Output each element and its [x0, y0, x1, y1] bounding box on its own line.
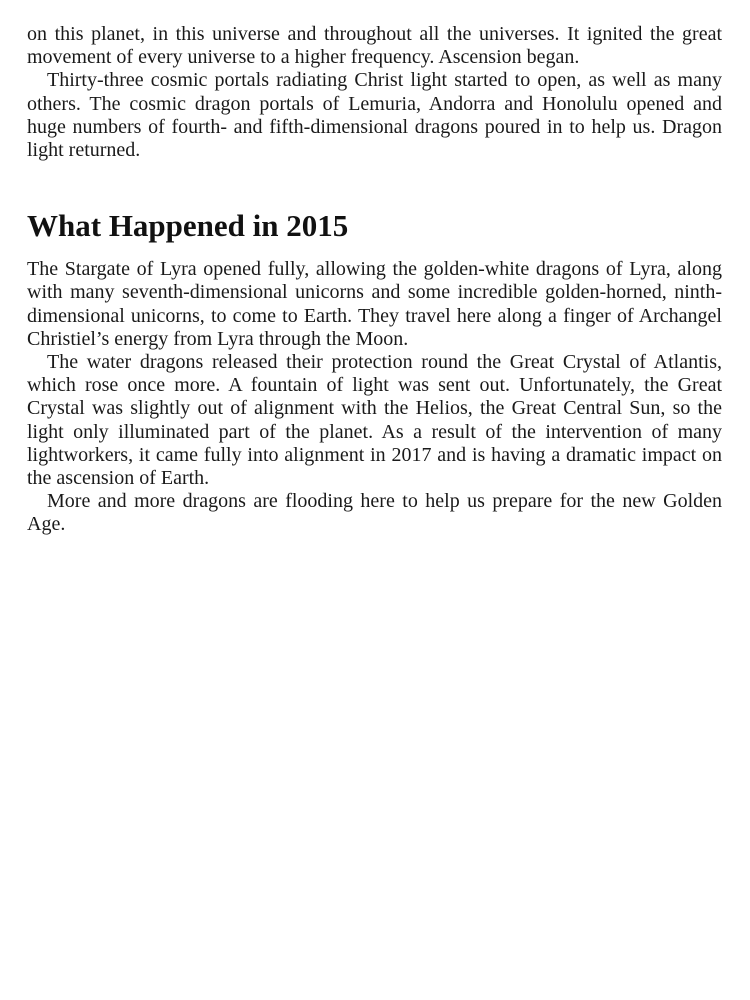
section-heading: What Happened in 2015 [27, 208, 349, 244]
book-page [27, 23, 722, 537]
section-paragraph-2: The water dragons released their protection round the Great Crystal of Atlantis, which rose once more. A fountain of light was sent out. Unfortunately, the Great Crystal was slightly out of alignment with the Helios, the Great Central Sun, so the light only illuminated part of the planet. As a result of the intervention of many lightworkers, it came fully into alignment in 2017 and is having a dramatic impact on the ascension of Earth. [27, 351, 722, 490]
section-body [27, 258, 722, 536]
section-paragraph-1: The Stargate of Lyra opened fully, allowing the golden-white dragons of Lyra, along with many seventh-dimensional unicorns and some incredible golden-horned, ninth-dimensional unicorns, to come to Earth. They travel here along a finger of Archangel Christiel’s energy from Lyra through the Moon. [27, 258, 722, 350]
section-paragraph-3: More and more dragons are flooding here to help us prepare for the new Golden Age. [27, 490, 722, 536]
intro-paragraph-1: on this planet, in this universe and throughout all the universes. It ignited the great movement of every universe to a higher frequency. Ascension began. [27, 23, 722, 69]
intro-text [27, 23, 722, 162]
intro-paragraph-2: Thirty-three cosmic portals radiating Christ light started to open, as well as many others. The cosmic dragon portals of Lemuria, Andorra and Honolulu opened and huge numbers of fourth- and fifth-dimensional dragons poured in to help us. Dragon light returned. [27, 69, 722, 162]
